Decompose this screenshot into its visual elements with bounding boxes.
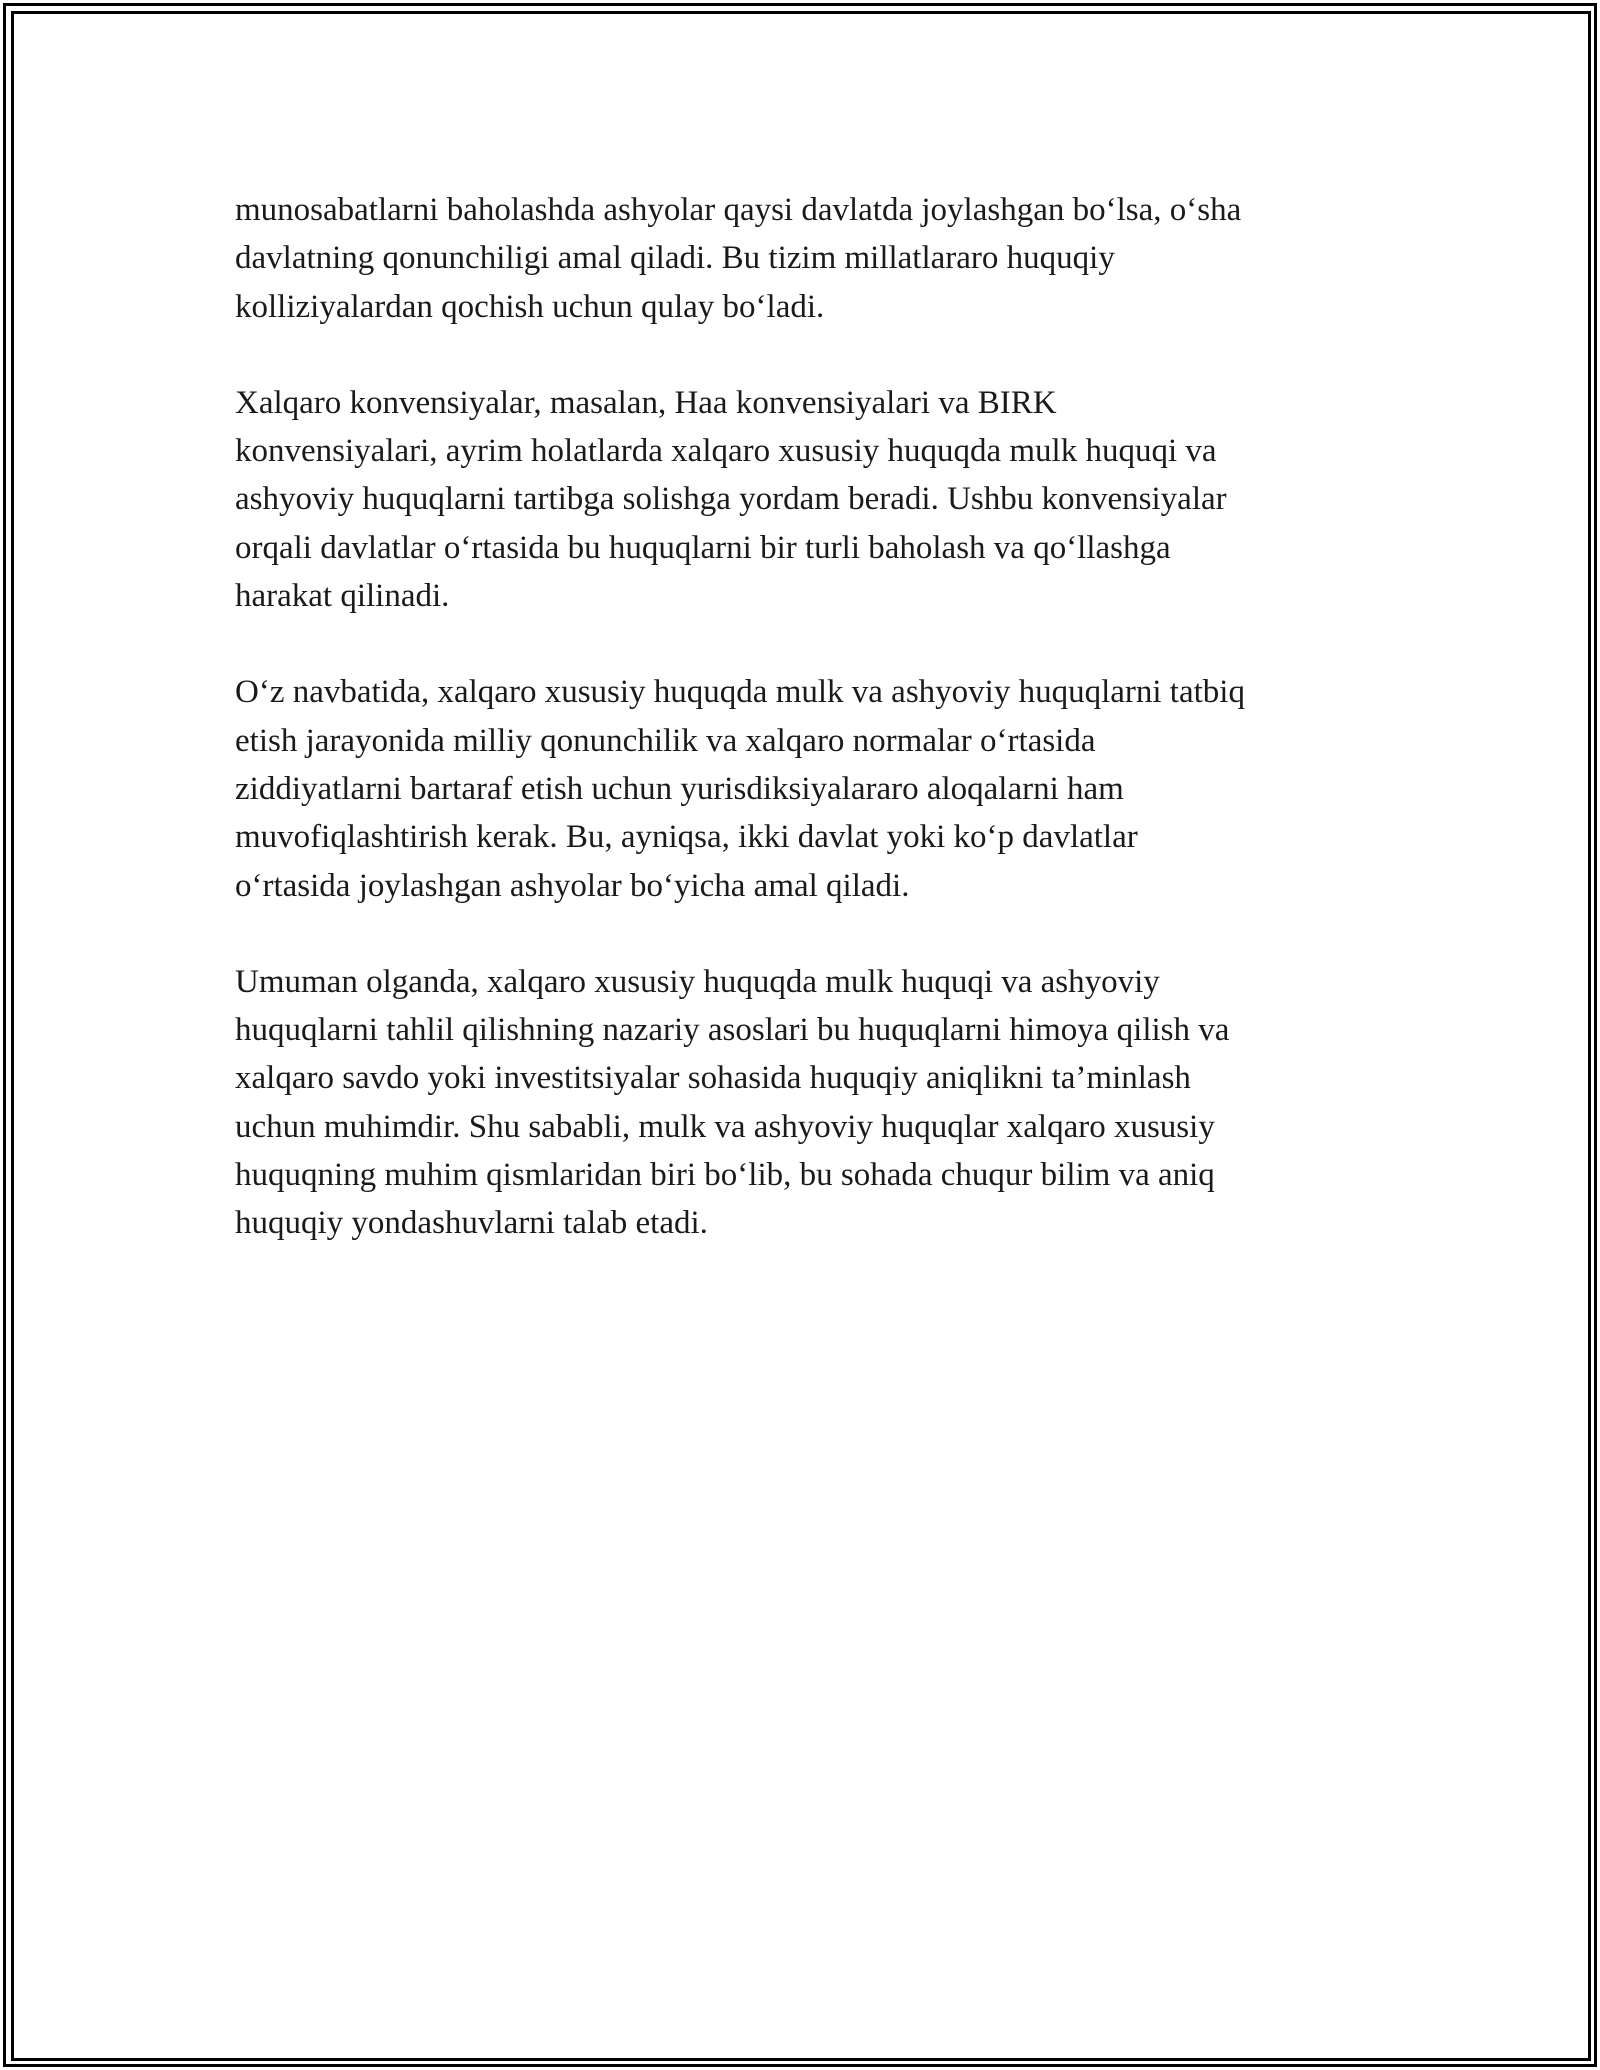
- paragraph-2: Xalqaro konvensiyalar, masalan, Haa konvensiyalari va BIRK konvensiyalari, ayrim holatlarda xalqaro xususiy huquqda mulk huquqi va ashyoviy huquqlarni tartibga solishga yordam beradi. Ushbu konvensiyalar orqali davlatlar o‘rtasida bu huquqlarni bir turli baholash va qo‘llashga harakat qilinadi.: [235, 384, 1227, 615]
- paragraph-3: O‘z navbatida, xalqaro xususiy huquqda mulk va ashyoviy huquqlarni tatbiq etish jarayonida milliy qonunchilik va xalqaro normalar o‘rtasida ziddiyatlarni bartaraf etish uchun yurisdiksiyalararo aloqalarni ham muvofiqlashtirish kerak. Bu, ayniqsa, ikki davlat yoki ko‘p davlatlar o‘rtasida joylashgan ashyolar bo‘yicha amal qiladi.: [235, 674, 1245, 904]
- paragraph-4: Umuman olganda, xalqaro xususiy huquqda mulk huquqi va ashyoviy huquqlarni tahlil qilishning nazariy asoslari bu huquqlarni himoya qilish va xalqaro savdo yoki investitsiyalar sohasida huquqiy aniqlikni ta’minlash uchun muhimdir. Shu sababli, mulk va ashyoviy huquqlar xalqaro xususiy huquqning muhim qismlaridan biri bo‘lib, bu sohada chuqur bilim va aniq huquqiy yondashuvlarni talab etadi.: [235, 963, 1230, 1242]
- paragraph-1: munosabatlarni baholashda ashyolar qaysi davlatda joylashgan bo‘lsa, o‘sha davlatning qonunchiligi amal qiladi. Bu tizim millatlararo huquqiy kolliziyalardan qochish uchun qulay bo‘ladi.: [235, 192, 1242, 325]
- document-body: [235, 186, 1365, 1296]
